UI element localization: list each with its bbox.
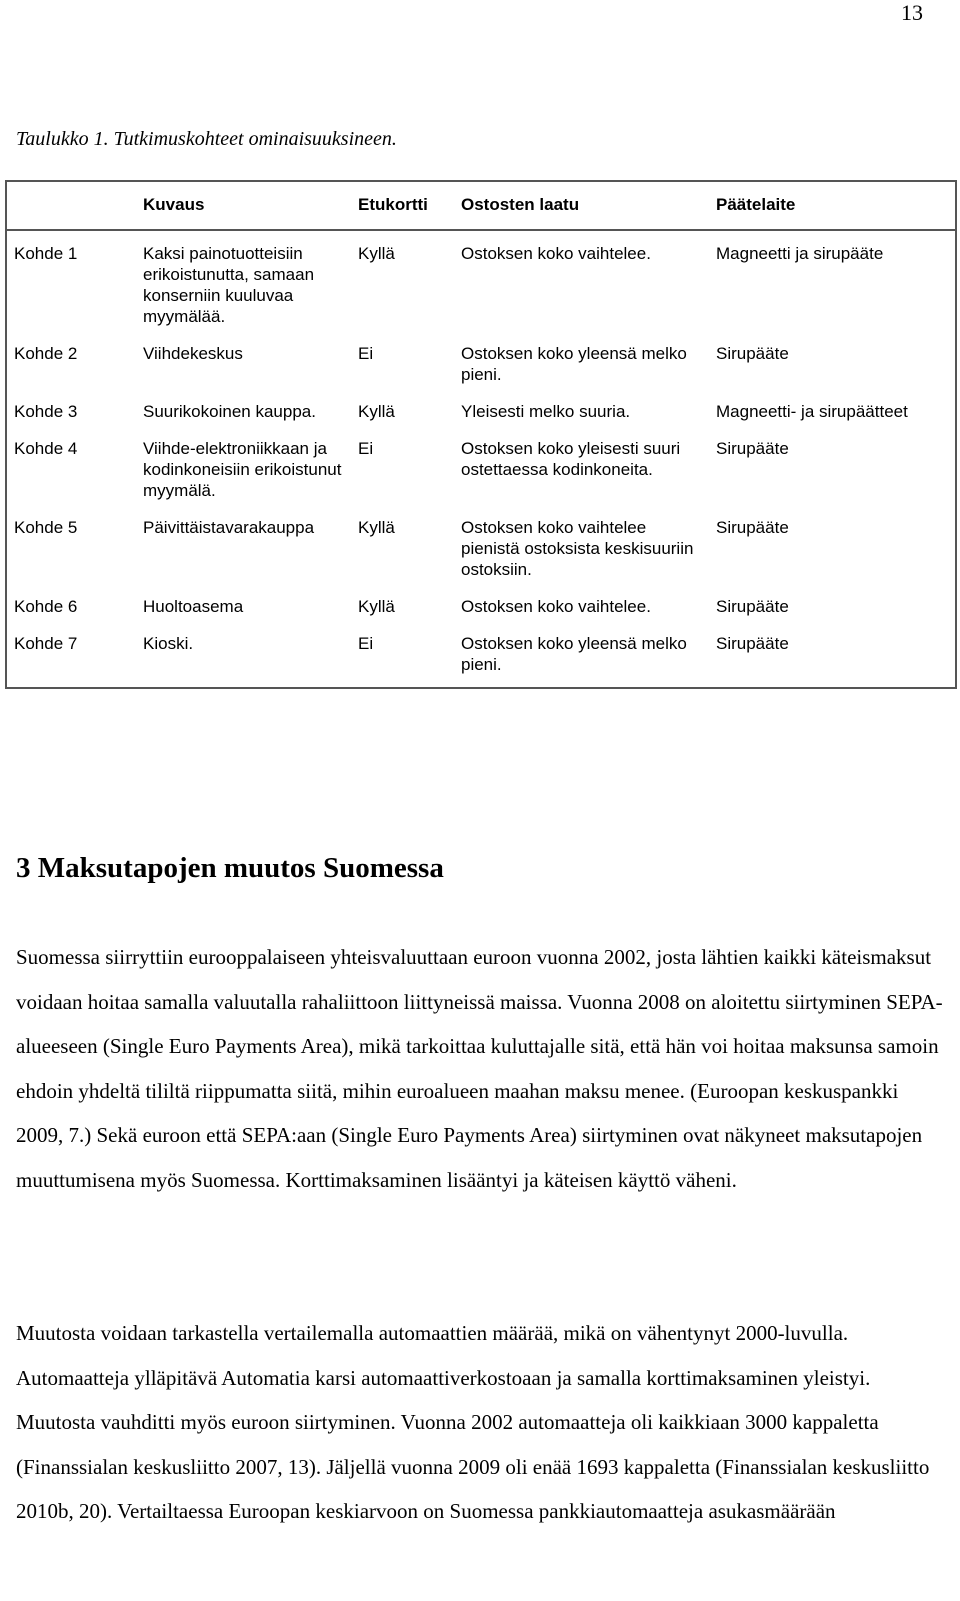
cell-kuvaus: Viihde-elektroniikkaan ja kodinkoneisiin erikoistunut myymälä. bbox=[143, 439, 342, 500]
table-row bbox=[6, 621, 956, 688]
cell-etukortti: Ei bbox=[358, 634, 374, 653]
table-header-row bbox=[6, 181, 956, 230]
cell-etukortti: Kyllä bbox=[358, 597, 395, 616]
cell-kuvaus: Päivittäistavarakauppa bbox=[143, 518, 315, 537]
cell-ostosten-laatu: Ostoksen koko vaihtelee. bbox=[461, 244, 651, 263]
cell-kohde: Kohde 6 bbox=[14, 597, 78, 616]
header-empty bbox=[6, 181, 136, 230]
cell-kuvaus: Viihdekeskus bbox=[143, 344, 243, 363]
table-row bbox=[6, 389, 956, 426]
table-row bbox=[6, 505, 956, 584]
cell-kuvaus: Kioski. bbox=[143, 634, 194, 653]
cell-etukortti: Kyllä bbox=[358, 518, 395, 537]
cell-paatelaite: Sirupääte bbox=[716, 344, 789, 363]
header-kuvaus: Kuvaus bbox=[143, 195, 205, 214]
cell-ostosten-laatu: Ostoksen koko yleensä melko pieni. bbox=[461, 634, 687, 674]
header-etukortti: Etukortti bbox=[358, 195, 428, 214]
body-paragraph-2: Muutosta voidaan tarkastella vertailemalla automaattien määrää, mikä on vähentynyt 2000-luvulla. Automaatteja ylläpitävä Automatia karsi automaattiverkostoaan ja samalla korttimaksaminen yleistyi. Muutosta vauhditti myös euroon siirtyminen. Vuonna 2002 automaatteja oli kaikkiaan 3000 kappaletta (Finanssialan keskusliitto 2007, 13). Jäljellä vuonna 2009 oli enää 1693 kappaletta (Finanssialan keskusliitto 2010b, 20). Vertailtaessa Euroopan keskiarvoon on Suomessa pankkiautomaatteja asukasmäärään bbox=[16, 1321, 930, 1523]
page-number: 13 bbox=[901, 0, 923, 25]
header-ostosten-laatu: Ostosten laatu bbox=[461, 195, 580, 214]
cell-paatelaite: Sirupääte bbox=[716, 518, 789, 537]
cell-ostosten-laatu: Yleisesti melko suuria. bbox=[461, 402, 631, 421]
table-caption: Taulukko 1. Tutkimuskohteet ominaisuuksineen. bbox=[16, 128, 397, 150]
section-heading: 3 Maksutapojen muutos Suomessa bbox=[16, 852, 444, 884]
cell-etukortti: Ei bbox=[358, 344, 374, 363]
research-targets-table bbox=[5, 180, 957, 689]
cell-kohde: Kohde 5 bbox=[14, 518, 78, 537]
header-paatelaite: Päätelaite bbox=[716, 195, 796, 214]
table-row bbox=[6, 426, 956, 505]
cell-etukortti: Kyllä bbox=[358, 244, 395, 263]
cell-kohde: Kohde 3 bbox=[14, 402, 78, 421]
table-row bbox=[6, 584, 956, 621]
cell-ostosten-laatu: Ostoksen koko vaihtelee pienistä ostoksista keskisuuriin ostoksiin. bbox=[461, 518, 694, 579]
body-paragraph-1: Suomessa siirryttiin eurooppalaiseen yhteisvaluuttaan euroon vuonna 2002, josta lähtien kaikki käteismaksut voidaan hoitaa samalla valuutalla rahaliittoon liittyneissä maissa. Vuonna 2008 on aloitettu siirtyminen SEPA-alueeseen (Single Euro Payments Area), mikä tarkoittaa kuluttajalle sitä, että hän voi hoitaa maksunsa samoin ehdoin yhdeltä tililtä riippumatta siitä, mihin euroalueen maahan maksu menee. (Euroopan keskuspankki 2009, 7.) Sekä euroon että SEPA:aan (Single Euro Payments Area) siirtyminen ovat näkyneet maksutapojen muuttumisena myös Suomessa. Korttimaksaminen lisääntyi ja käteisen käyttö väheni. bbox=[16, 945, 943, 1192]
cell-kuvaus: Kaksi painotuotteisiin erikoistunutta, samaan konserniin kuuluvaa myymälää. bbox=[143, 244, 315, 326]
cell-ostosten-laatu: Ostoksen koko yleisesti suuri ostettaessa kodinkoneita. bbox=[461, 439, 681, 479]
cell-kuvaus: Huoltoasema bbox=[143, 597, 244, 616]
cell-paatelaite: Magneetti ja sirupääte bbox=[716, 244, 884, 263]
cell-paatelaite: Sirupääte bbox=[716, 597, 789, 616]
table-row bbox=[6, 230, 956, 331]
cell-paatelaite: Magneetti- ja sirupäätteet bbox=[716, 402, 908, 421]
cell-kohde: Kohde 4 bbox=[14, 439, 78, 458]
cell-etukortti: Kyllä bbox=[358, 402, 395, 421]
cell-kohde: Kohde 7 bbox=[14, 634, 78, 653]
table-row bbox=[6, 331, 956, 389]
cell-kohde: Kohde 1 bbox=[14, 244, 78, 263]
cell-ostosten-laatu: Ostoksen koko vaihtelee. bbox=[461, 597, 651, 616]
cell-paatelaite: Sirupääte bbox=[716, 439, 789, 458]
cell-etukortti: Ei bbox=[358, 439, 374, 458]
cell-kohde: Kohde 2 bbox=[14, 344, 78, 363]
cell-paatelaite: Sirupääte bbox=[716, 634, 789, 653]
cell-kuvaus: Suurikokoinen kauppa. bbox=[143, 402, 316, 421]
cell-ostosten-laatu: Ostoksen koko yleensä melko pieni. bbox=[461, 344, 687, 384]
